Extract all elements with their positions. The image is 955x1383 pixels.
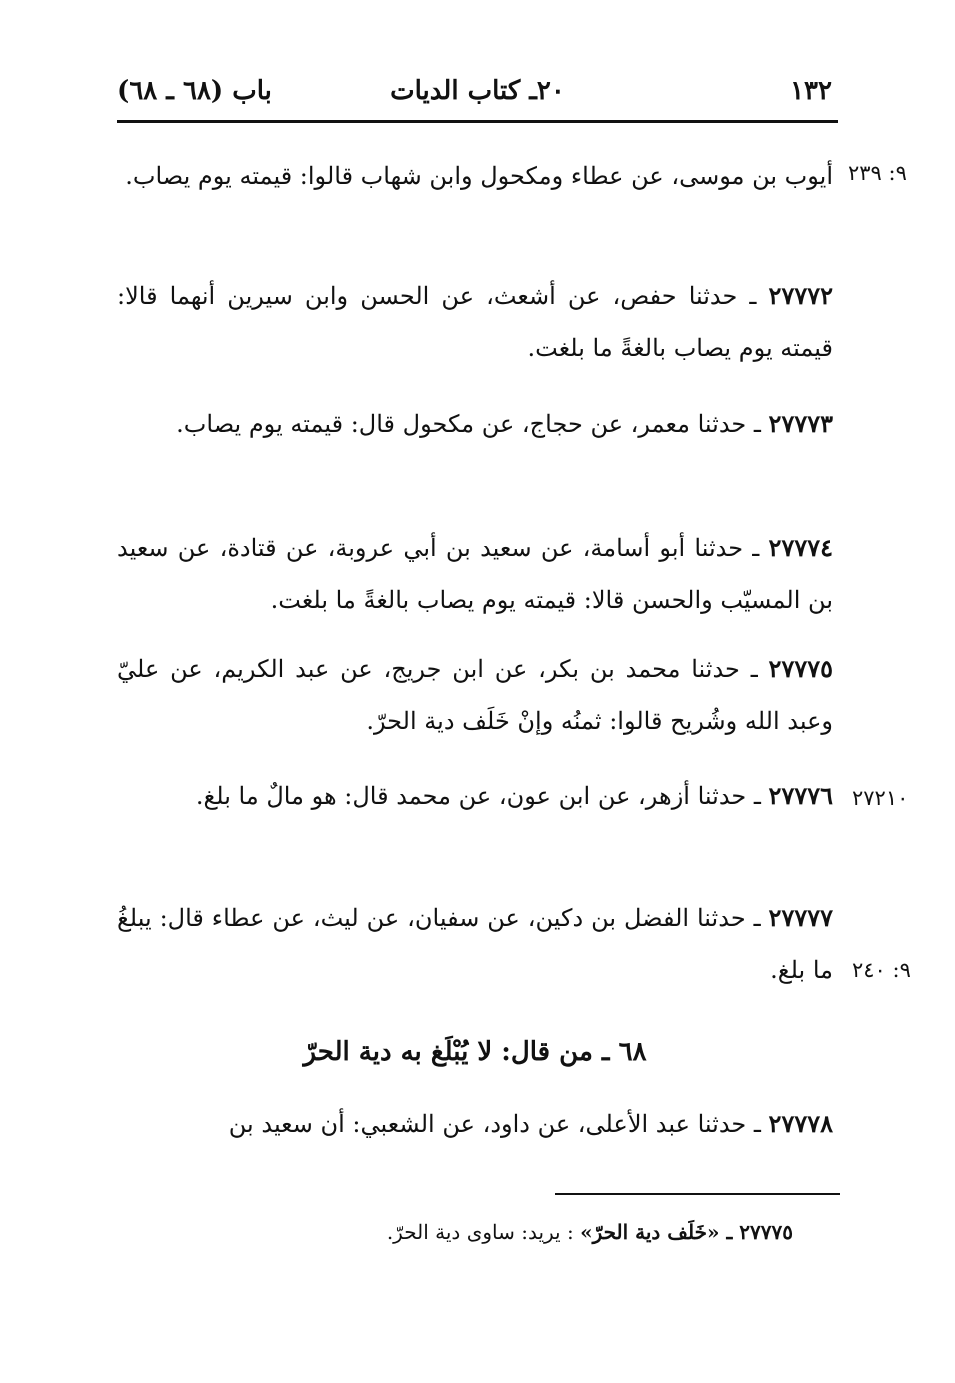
hadith-number: ٢٧٧٧٥ bbox=[768, 654, 833, 683]
margin-ref-2: ٢٧٢١٠ bbox=[852, 786, 909, 810]
paragraph-continuation bbox=[117, 150, 833, 202]
hadith-text: ـ حدثنا معمر، عن حجاج، عن مكحول قال: قيمته يوم يصاب. bbox=[176, 410, 769, 438]
hadith-27773 bbox=[117, 398, 833, 450]
hadith-text: ـ حدثنا الفضل بن دكين، عن سفيان، عن ليث، عن عطاء قال: يبلغُ ما بلغ. bbox=[117, 904, 833, 984]
hadith-27774 bbox=[117, 522, 833, 626]
hadith-text: ـ حدثنا أبو أسامة، عن سعيد بن أبي عروبة، عن قتادة، عن سعيد بن المسيّب والحسن قالا: قيمته يوم يصاب بالغةً ما بلغت. bbox=[117, 534, 833, 614]
hadith-27775 bbox=[117, 643, 833, 747]
paragraph-text: أيوب بن موسى، عن عطاء ومكحول وابن شهاب قالوا: قيمته يوم يصاب. bbox=[125, 162, 833, 190]
hadith-27776 bbox=[117, 770, 833, 822]
hadith-27777 bbox=[117, 892, 833, 996]
hadith-27772 bbox=[117, 270, 833, 374]
margin-ref-1: ٩: ٢٣٩ bbox=[848, 161, 907, 185]
section-heading: ٦٨ ـ من قال: لا يُبْلَغ به دية الحرّ bbox=[303, 1037, 647, 1067]
hadith-number: ٢٧٧٧٤ bbox=[768, 533, 833, 562]
hadith-27778 bbox=[117, 1098, 833, 1150]
hadith-number: ٢٧٧٧٢ bbox=[768, 281, 833, 310]
hadith-number: ٢٧٧٧٣ bbox=[768, 409, 833, 438]
hadith-text: ـ حدثنا محمد بن بكر، عن ابن جريج، عن عبد الكريم، عن عليّ وعبد الله وشُريح قالوا: ثمنُه وإنْ خَلَف دية الحرّ. bbox=[117, 655, 833, 735]
footnote-ref: ٢٧٧٧٥ ـ «خَلَف دية الحرّ» bbox=[580, 1220, 793, 1244]
hadith-text: ـ حدثنا أزهر، عن ابن عون، عن محمد قال: هو مالٌ ما بلغ. bbox=[195, 782, 769, 810]
book-title: ٢٠ـ كتاب الديات bbox=[390, 76, 565, 106]
footnote bbox=[117, 1215, 793, 1249]
margin-ref-3: ٩: ٢٤٠ bbox=[852, 958, 911, 982]
chapter-range: باب (٦٨ ـ ٦٨) bbox=[117, 76, 272, 106]
hadith-text: ـ حدثنا حفص، عن أشعث، عن الحسن وابن سيرين أنهما قالا: قيمته يوم يصاب بالغةً ما بلغت. bbox=[117, 282, 833, 362]
footnote-rule bbox=[555, 1193, 840, 1195]
hadith-number: ٢٧٧٧٨ bbox=[768, 1109, 833, 1138]
page-number: ١٣٢ bbox=[790, 76, 832, 106]
hadith-text: ـ حدثنا عبد الأعلى، عن داود، عن الشعبي: أن سعيد بن bbox=[228, 1110, 769, 1138]
hadith-number: ٢٧٧٧٧ bbox=[768, 903, 833, 932]
hadith-number: ٢٧٧٧٦ bbox=[768, 781, 833, 810]
footnote-text: : يريد: ساوى دية الحرّ. bbox=[386, 1220, 574, 1244]
header-rule bbox=[117, 120, 838, 123]
